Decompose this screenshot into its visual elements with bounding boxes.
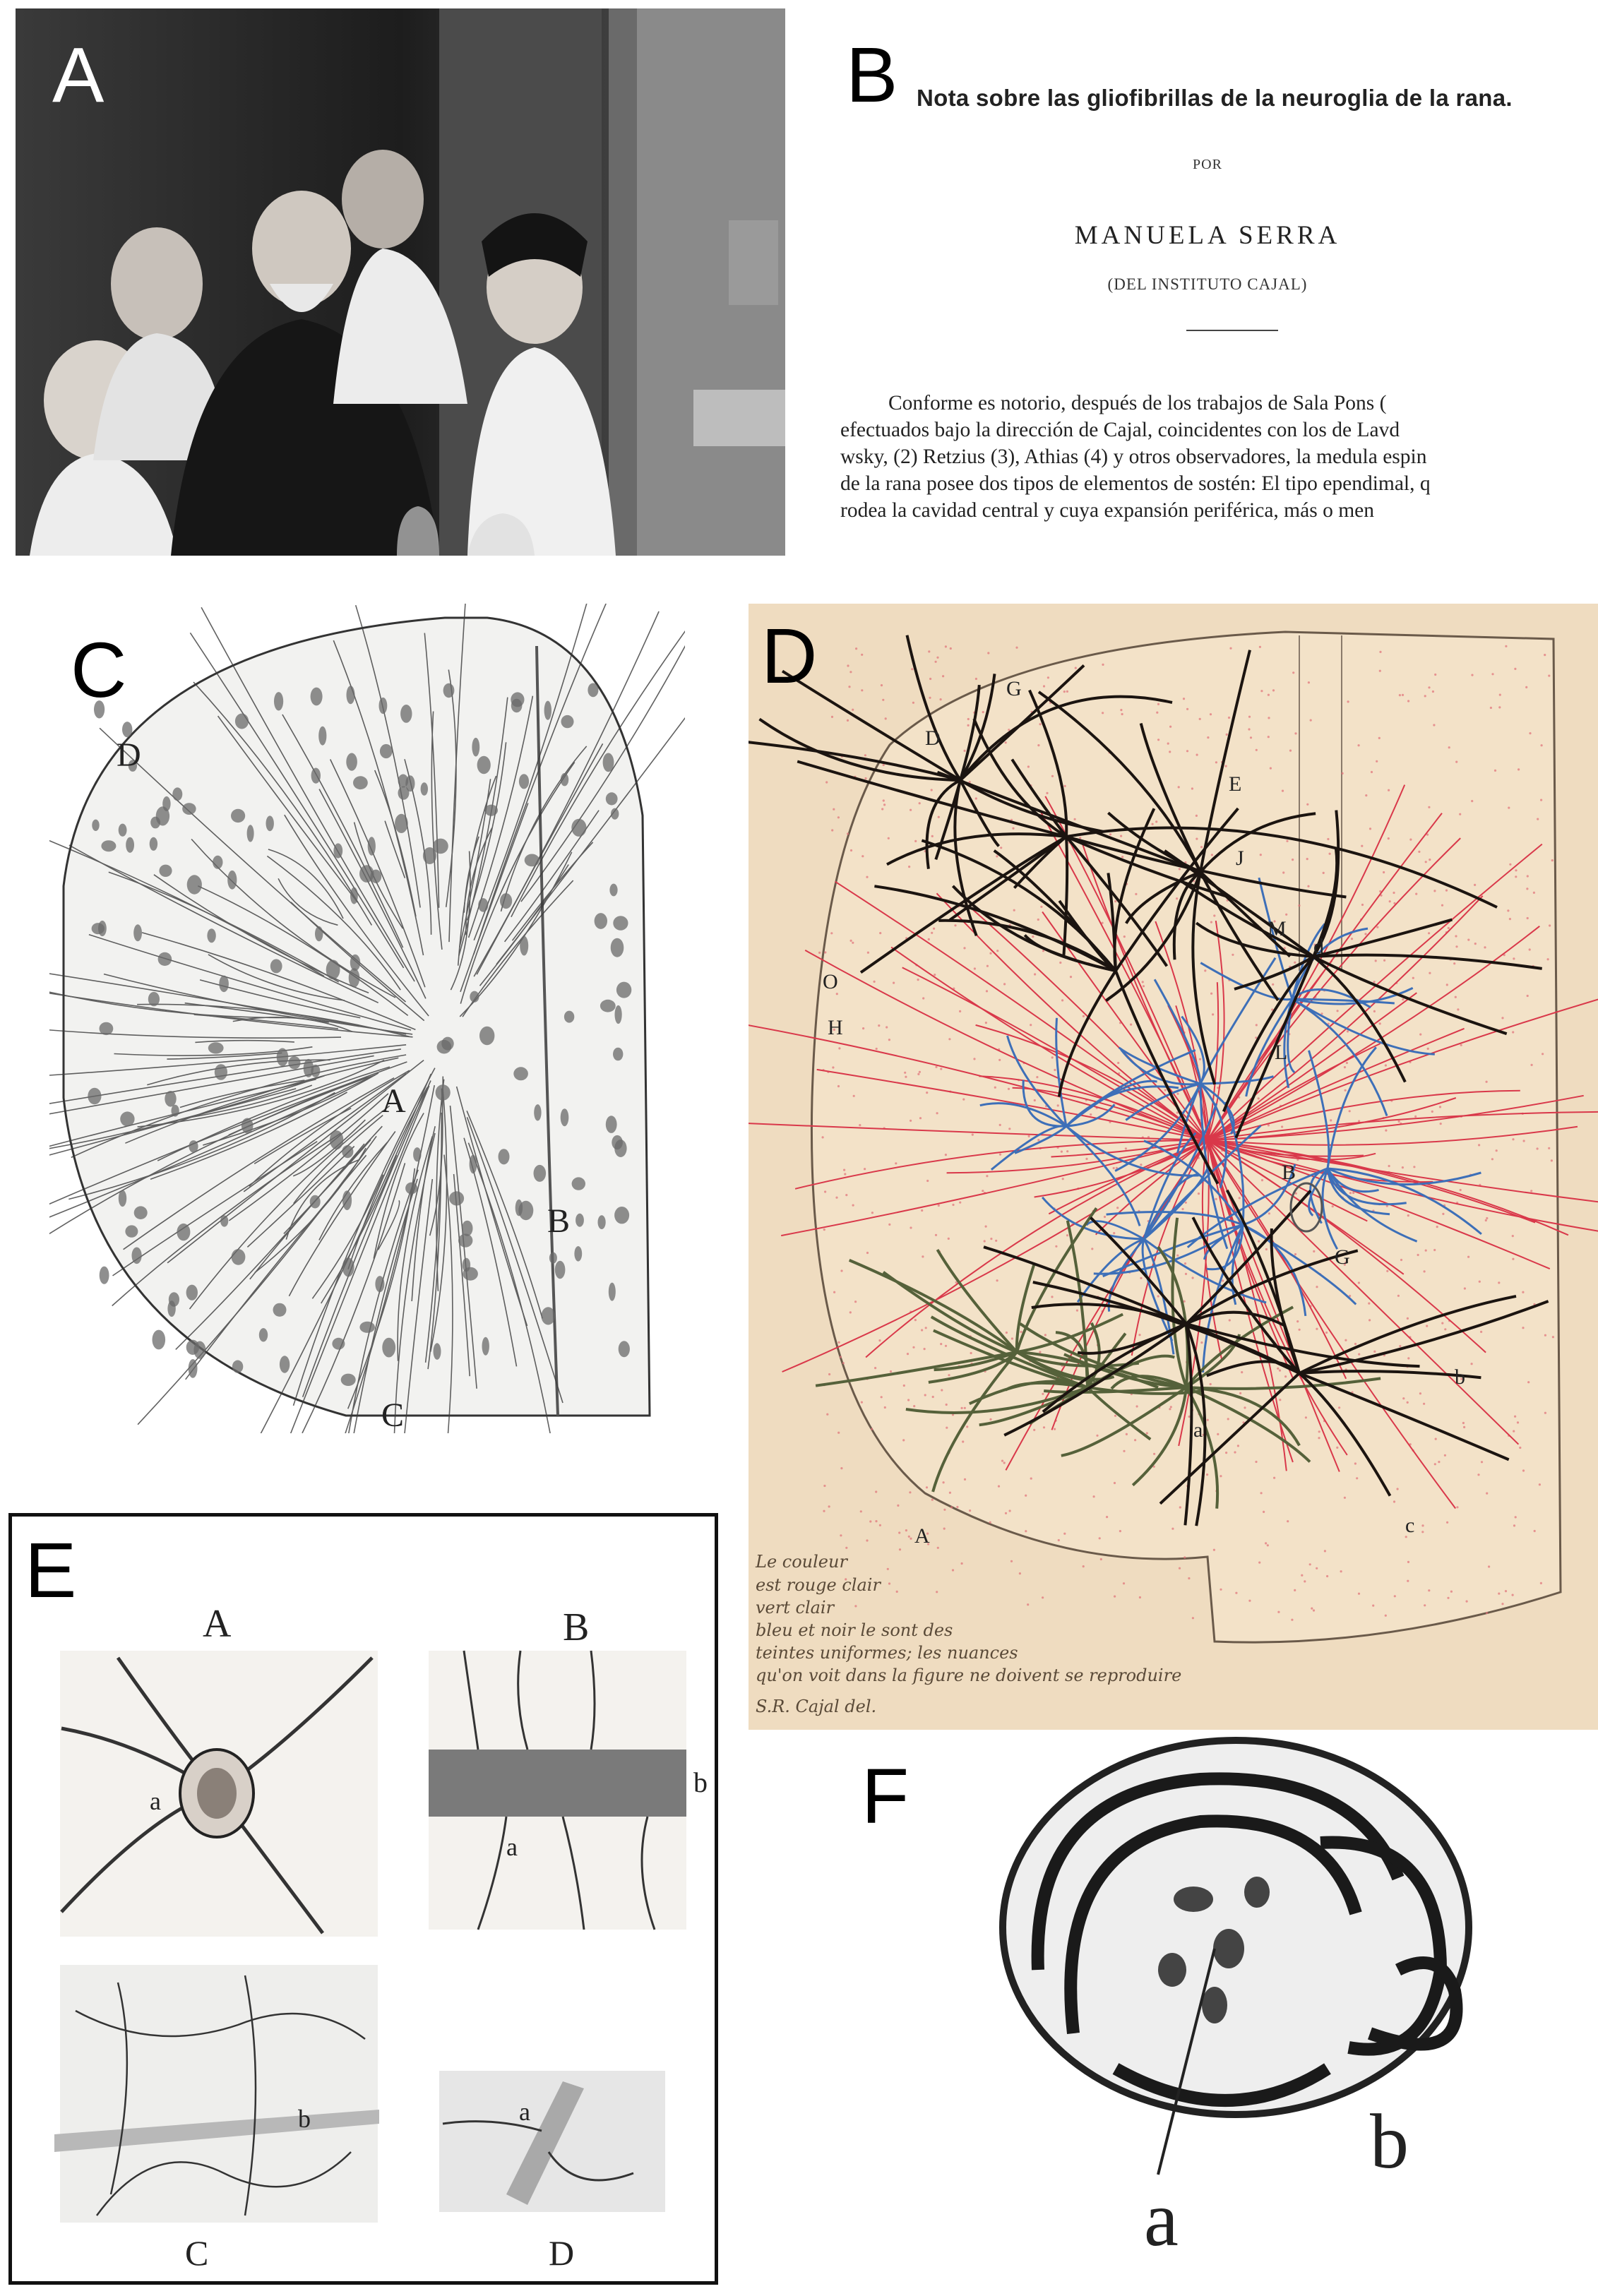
annotation-label: E bbox=[1229, 772, 1242, 796]
annotation-label: D bbox=[117, 736, 141, 774]
annotation-label: O bbox=[823, 970, 838, 993]
annotation-label: a bbox=[1193, 1418, 1203, 1442]
annotation-label: b bbox=[693, 1766, 708, 1798]
panel-label-d: D bbox=[761, 613, 818, 700]
subfigures-e bbox=[12, 1517, 715, 2281]
annotation-label: C bbox=[381, 1397, 405, 1433]
body-line: wsky, (2) Retzius (3), Athias (4) y otros observadores, la medula espin bbox=[840, 446, 1427, 468]
subfigure-c-box bbox=[60, 1965, 378, 2223]
panel-f-drawing bbox=[861, 1737, 1568, 2280]
divider-rule bbox=[1186, 330, 1278, 331]
panel-label-b: B bbox=[846, 32, 898, 119]
annotation-label: L bbox=[1275, 1041, 1288, 1064]
panel-e-subfigures bbox=[8, 1513, 718, 2285]
body-line: efectuados bajo la dirección de Cajal, coincidentes con los de Lavd bbox=[840, 419, 1400, 441]
handwritten-note: S.R. Cajal del. bbox=[756, 1697, 877, 1716]
body-line: Conforme es notorio, después de los trabajos de Sala Pons ( bbox=[888, 392, 1387, 414]
handwritten-note: teintes uniformes; les nuances bbox=[756, 1643, 1018, 1663]
annotation-label: G bbox=[1335, 1245, 1350, 1269]
handwritten-note: Le couleur bbox=[756, 1552, 847, 1572]
subfigure-label: D bbox=[549, 2233, 575, 2273]
annotation-label: B bbox=[1282, 1161, 1296, 1184]
handwritten-note: qu'on voit dans la figure ne doivent se reproduire bbox=[756, 1666, 1182, 1685]
vessel-band bbox=[429, 1750, 686, 1817]
handwritten-note: est rouge clair bbox=[756, 1575, 881, 1595]
panel-label-f: F bbox=[861, 1753, 910, 1840]
annotation-label: A bbox=[381, 1082, 406, 1120]
body-line: de la rana posee dos tipos de elementos de sostén: El tipo ependimal, q bbox=[840, 472, 1431, 495]
neuroglia-drawing-c bbox=[49, 604, 685, 1433]
cajal-colored-drawing bbox=[749, 604, 1598, 1730]
annotation-label: b bbox=[1455, 1365, 1465, 1389]
annotation-label: a bbox=[506, 1833, 518, 1861]
handwritten-note: vert clair bbox=[756, 1598, 835, 1618]
subfigure-label: A bbox=[203, 1602, 232, 1646]
annotation-label: d bbox=[1313, 935, 1324, 958]
article-institute: (DEL INSTITUTO CAJAL) bbox=[1107, 275, 1308, 293]
article-by: POR bbox=[1193, 157, 1222, 172]
lab-photo bbox=[16, 8, 785, 556]
annotation-label: b bbox=[1370, 2098, 1409, 2184]
annotation-label: M bbox=[1268, 917, 1287, 940]
annotation-label: a bbox=[519, 2098, 530, 2126]
annotation-label: D bbox=[925, 727, 941, 750]
cell-drawing-f bbox=[861, 1737, 1568, 2280]
article-title: Nota sobre las gliofibrillas de la neuroglia de la rana. bbox=[917, 85, 1513, 111]
panel-label-a: A bbox=[52, 32, 105, 119]
article-author: MANUELA SERRA bbox=[1074, 221, 1341, 250]
panel-d-drawing bbox=[749, 604, 1598, 1730]
panel-label-c: C bbox=[71, 627, 127, 714]
annotation-label: B bbox=[547, 1202, 571, 1240]
subfigure-label: B bbox=[563, 1606, 590, 1649]
annotation-label: G bbox=[1006, 677, 1022, 700]
annotation-label: c bbox=[1405, 1514, 1415, 1537]
body-line: rodea la cavidad central y cuya expansión periférica, más o men bbox=[840, 499, 1374, 522]
annotation-label: a bbox=[150, 1787, 161, 1815]
panel-a-photo bbox=[16, 8, 785, 556]
annotation-label: A bbox=[914, 1524, 930, 1548]
annotation-label: H bbox=[828, 1016, 843, 1039]
annotation-label: J bbox=[1236, 847, 1244, 870]
subfigure-label: C bbox=[185, 2233, 209, 2273]
article-body bbox=[840, 390, 1582, 524]
panel-c-drawing bbox=[49, 604, 685, 1433]
annotation-label: b bbox=[298, 2105, 311, 2133]
panel-label-e: E bbox=[25, 1527, 77, 1614]
handwritten-note: bleu et noir le sont des bbox=[756, 1620, 953, 1640]
panel-b-article bbox=[833, 8, 1582, 556]
annotation-label: a bbox=[1144, 2176, 1179, 2262]
